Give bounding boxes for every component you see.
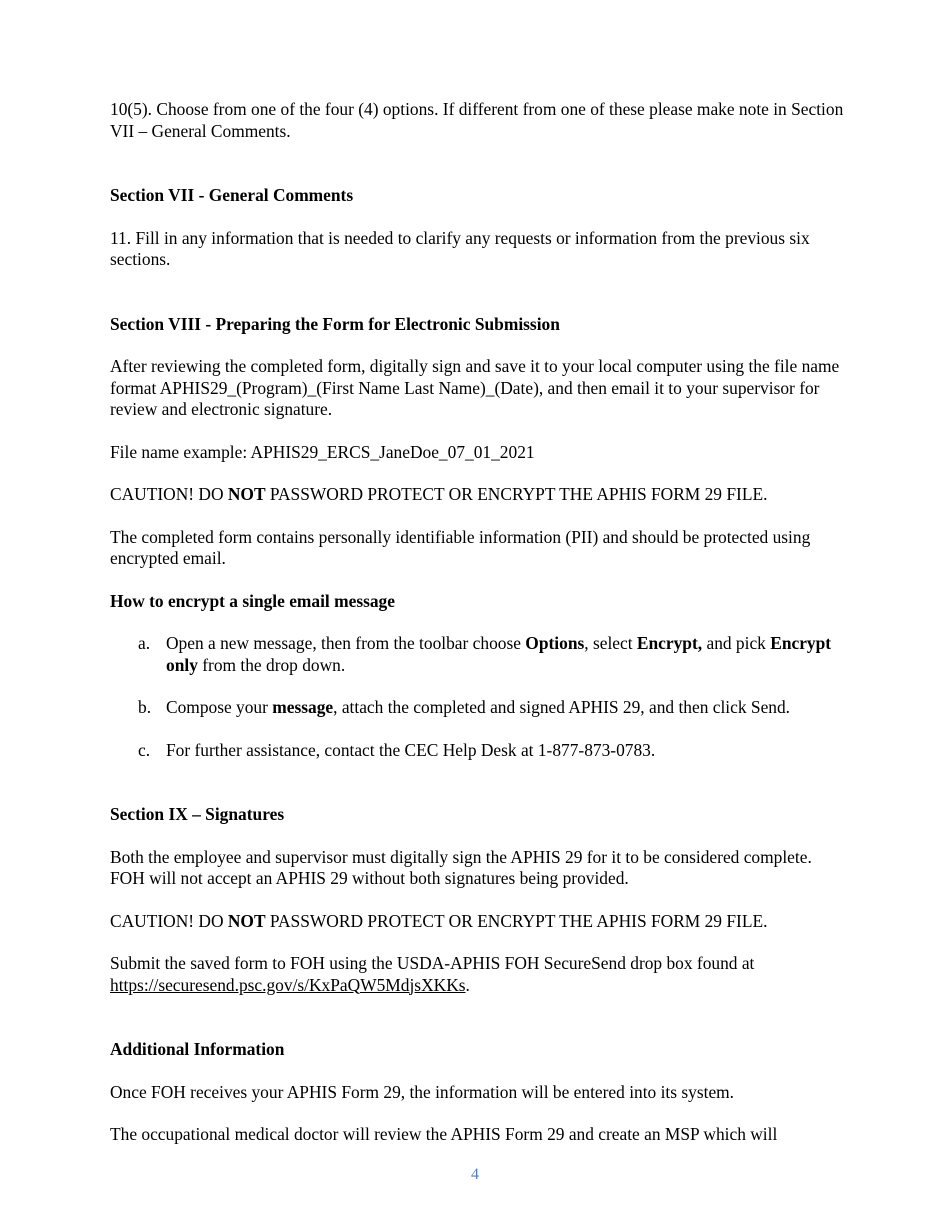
caution-notice: CAUTION! DO NOT PASSWORD PROTECT OR ENCRYPT THE APHIS FORM 29 FILE. — [110, 484, 768, 504]
submit-instructions: Submit the saved form to FOH using the USDA-APHIS FOH SecureSend drop box found at https://securesend.psc.gov/s/KxPaQW5MdjsXKKs. — [110, 953, 755, 995]
caution-notice: CAUTION! DO NOT PASSWORD PROTECT OR ENCRYPT THE APHIS FORM 29 FILE. — [110, 910, 768, 931]
pii-notice: The completed form contains personally identifiable information (PII) and should be protected using encrypted email. — [110, 526, 811, 568]
item-11-text: 11. Fill in any information that is needed to clarify any requests or information from the previous six sections. — [110, 227, 810, 269]
section-viii-heading: Section VIII - Preparing the Form for Electronic Submission — [110, 313, 560, 334]
additional-info-text-1: Once FOH receives your APHIS Form 29, the information will be entered into its system. — [110, 1081, 735, 1102]
additional-info-text-2: The occupational medical doctor will review the APHIS Form 29 and create an MSP which will — [110, 1124, 778, 1144]
document-page — [110, 99, 845, 1146]
file-name-example: File name example: APHIS29_ERCS_JaneDoe_07_01_2021 — [110, 441, 535, 462]
section-vii-heading: Section VII - General Comments — [110, 185, 354, 205]
encrypt-heading: How to encrypt a single email message — [110, 590, 395, 611]
section-viii-instructions: After reviewing the completed form, digitally sign and save it to your local computer using the file name format APHIS29_(Program)_(First Name Last Name)_(Date), and then email it to your supervisor for review and electronic signature. — [110, 356, 840, 419]
signatures-text: Both the employee and supervisor must digitally sign the APHIS 29 for it to be considered complete. FOH will not accept an APHIS 29 without both signatures being provided. — [110, 846, 812, 888]
list-item: b. Compose your message, attach the completed and signed APHIS 29, and then click Send. — [138, 697, 791, 717]
list-item: c. For further assistance, contact the CEC Help Desk at 1-877-873-0783. — [138, 739, 656, 760]
additional-info-heading: Additional Information — [110, 1039, 285, 1059]
section-ix-heading: Section IX – Signatures — [110, 804, 285, 824]
page-number: 4 — [471, 1166, 479, 1183]
item-10-5-text: 10(5). Choose from one of the four (4) options. If different from one of these please make note in Section VII – General Comments. — [110, 99, 844, 141]
list-item: a. Open a new message, then from the toolbar choose Options, select Encrypt, and pick Encrypt only from the drop down. — [138, 633, 832, 675]
securesend-link[interactable]: https://securesend.psc.gov/s/KxPaQW5MdjsXKKs — [110, 974, 466, 995]
encrypt-steps-list — [110, 633, 845, 761]
